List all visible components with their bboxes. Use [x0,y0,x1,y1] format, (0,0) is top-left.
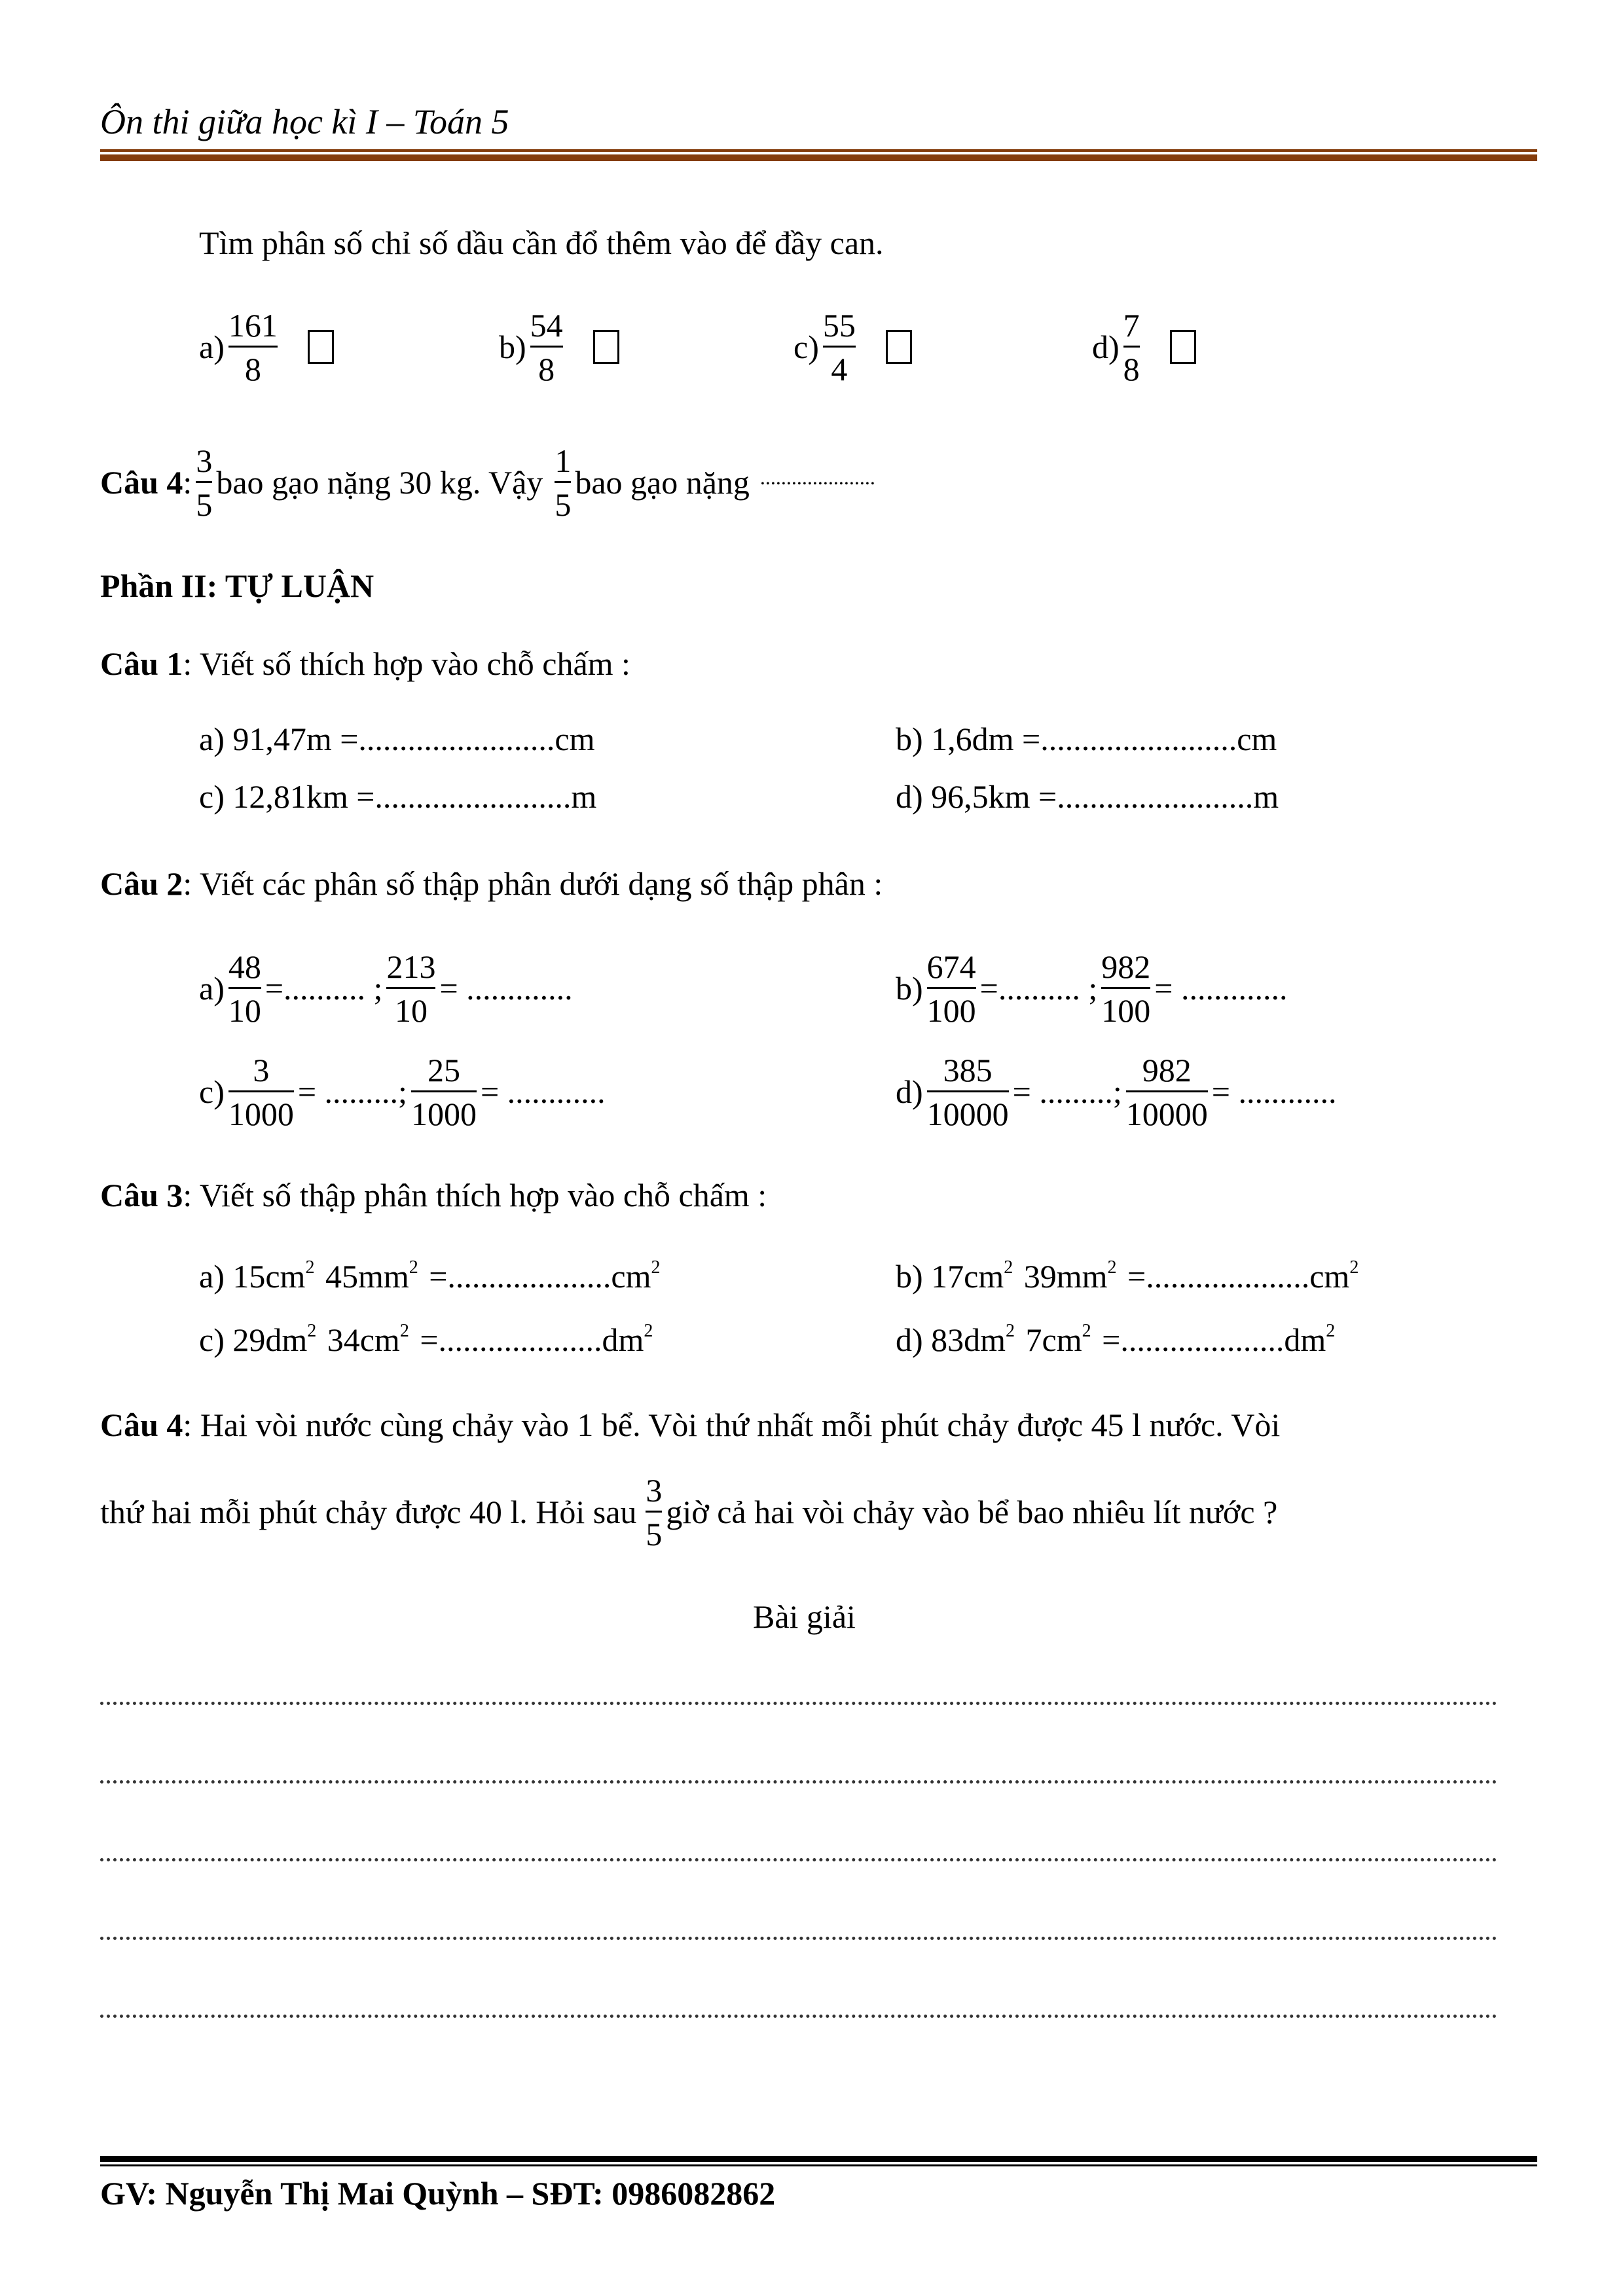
answer-line[interactable] [100,1858,1497,1861]
c3-prompt: Câu 3: Viết số thập phân thích hợp vào chỗ chấm : [100,1177,767,1213]
part2-heading: Phần II: TỰ LUẬN [100,567,374,604]
question-4-part1: Câu 4 : $\frac{3}{5}$ bao gạo nặng 30 kg. Vậy $\frac{1}{5}$ bao gạo nặng ...................... [100,442,875,523]
answer-line[interactable] [100,2015,1497,2018]
c1-prompt: Câu 1: Viết số thích hợp vào chỗ chấm : [100,645,630,682]
answer-checkbox[interactable] [1170,330,1196,364]
c1-item-a[interactable]: a) 91,47m =........................cm [199,721,595,757]
header-rule-thick [100,154,1537,161]
answer-line[interactable] [100,1937,1497,1940]
c4-line1: Câu 4: Hai vòi nước cùng chảy vào 1 bể. Vòi thứ nhất mỗi phút chảy được 45 l nước. Vòi [100,1407,1281,1443]
c3-item-a[interactable]: a) $15cm^2$ $45mm^2 =....................cm^2$ [199,1257,661,1295]
answer-line[interactable] [100,1780,1497,1784]
c3-item-c[interactable]: c) $29dm^2$ $34cm^2 =....................dm^2$ [199,1321,653,1358]
c2-item-c[interactable]: c) $\frac{3}{1000}$ = .........; $\frac{25}{1000}$ = ............ [199,1051,606,1132]
answer-checkbox[interactable] [886,330,912,364]
answer-line[interactable] [100,1702,1497,1705]
option-c: c) $\frac{55}{4}$ [793,308,912,386]
c2-prompt: Câu 2: Viết các phân số thập phân dưới dạng số thập phân : [100,865,883,902]
oil-question-prompt: Tìm phân số chỉ số dầu cần đổ thêm vào để đầy can. [199,224,884,261]
footer-rule-thick [100,2156,1537,2162]
c1-item-c[interactable]: c) 12,81km =........................m [199,778,597,815]
c2-item-d[interactable]: d) $\frac{385}{10000}$ = .........; $\frac{982}{10000}$ = ............ [896,1051,1337,1132]
c2-item-a[interactable]: a) $\frac{48}{10}$ =.......... ; $\frac{213}{10}$ = ............. [199,948,573,1029]
answer-checkbox[interactable] [593,330,619,364]
c2-item-b[interactable]: b) $\frac{674}{100}$ =.......... ; $\frac{982}{100}$ = ............. [896,948,1288,1029]
option-b: b) $\frac{54}{8}$ [499,308,619,386]
c3-item-d[interactable]: d) $83dm^2$ $7cm^2 =....................dm^2$ [896,1321,1336,1358]
solution-heading: Bài giải [753,1598,856,1635]
footer-teacher-info: GV: Nguyễn Thị Mai Quỳnh – SĐT: 0986082862 [100,2175,776,2212]
c4-line2: thứ hai mỗi phút chảy được 40 l. Hỏi sau $\frac{3}{5}$ giờ cả hai vòi chảy vào bể bao nhiêu lít nước ? [100,1471,1278,1552]
page-header-title: Ôn thi giữa học kì I – Toán 5 [100,102,509,141]
option-d: d) $\frac{7}{8}$ [1092,308,1196,386]
c1-item-d[interactable]: d) 96,5km =........................m [896,778,1279,815]
header-rule-thin [100,149,1537,152]
answer-checkbox[interactable] [308,330,334,364]
option-a: a) $\frac{161}{8}$ [199,308,334,386]
answer-blank[interactable]: ...................... [759,465,875,489]
footer-rule-thin [100,2164,1537,2166]
c1-item-b[interactable]: b) 1,6dm =........................cm [896,721,1277,757]
c3-item-b[interactable]: b) $17cm^2$ $39mm^2 =....................cm^2$ [896,1257,1359,1295]
